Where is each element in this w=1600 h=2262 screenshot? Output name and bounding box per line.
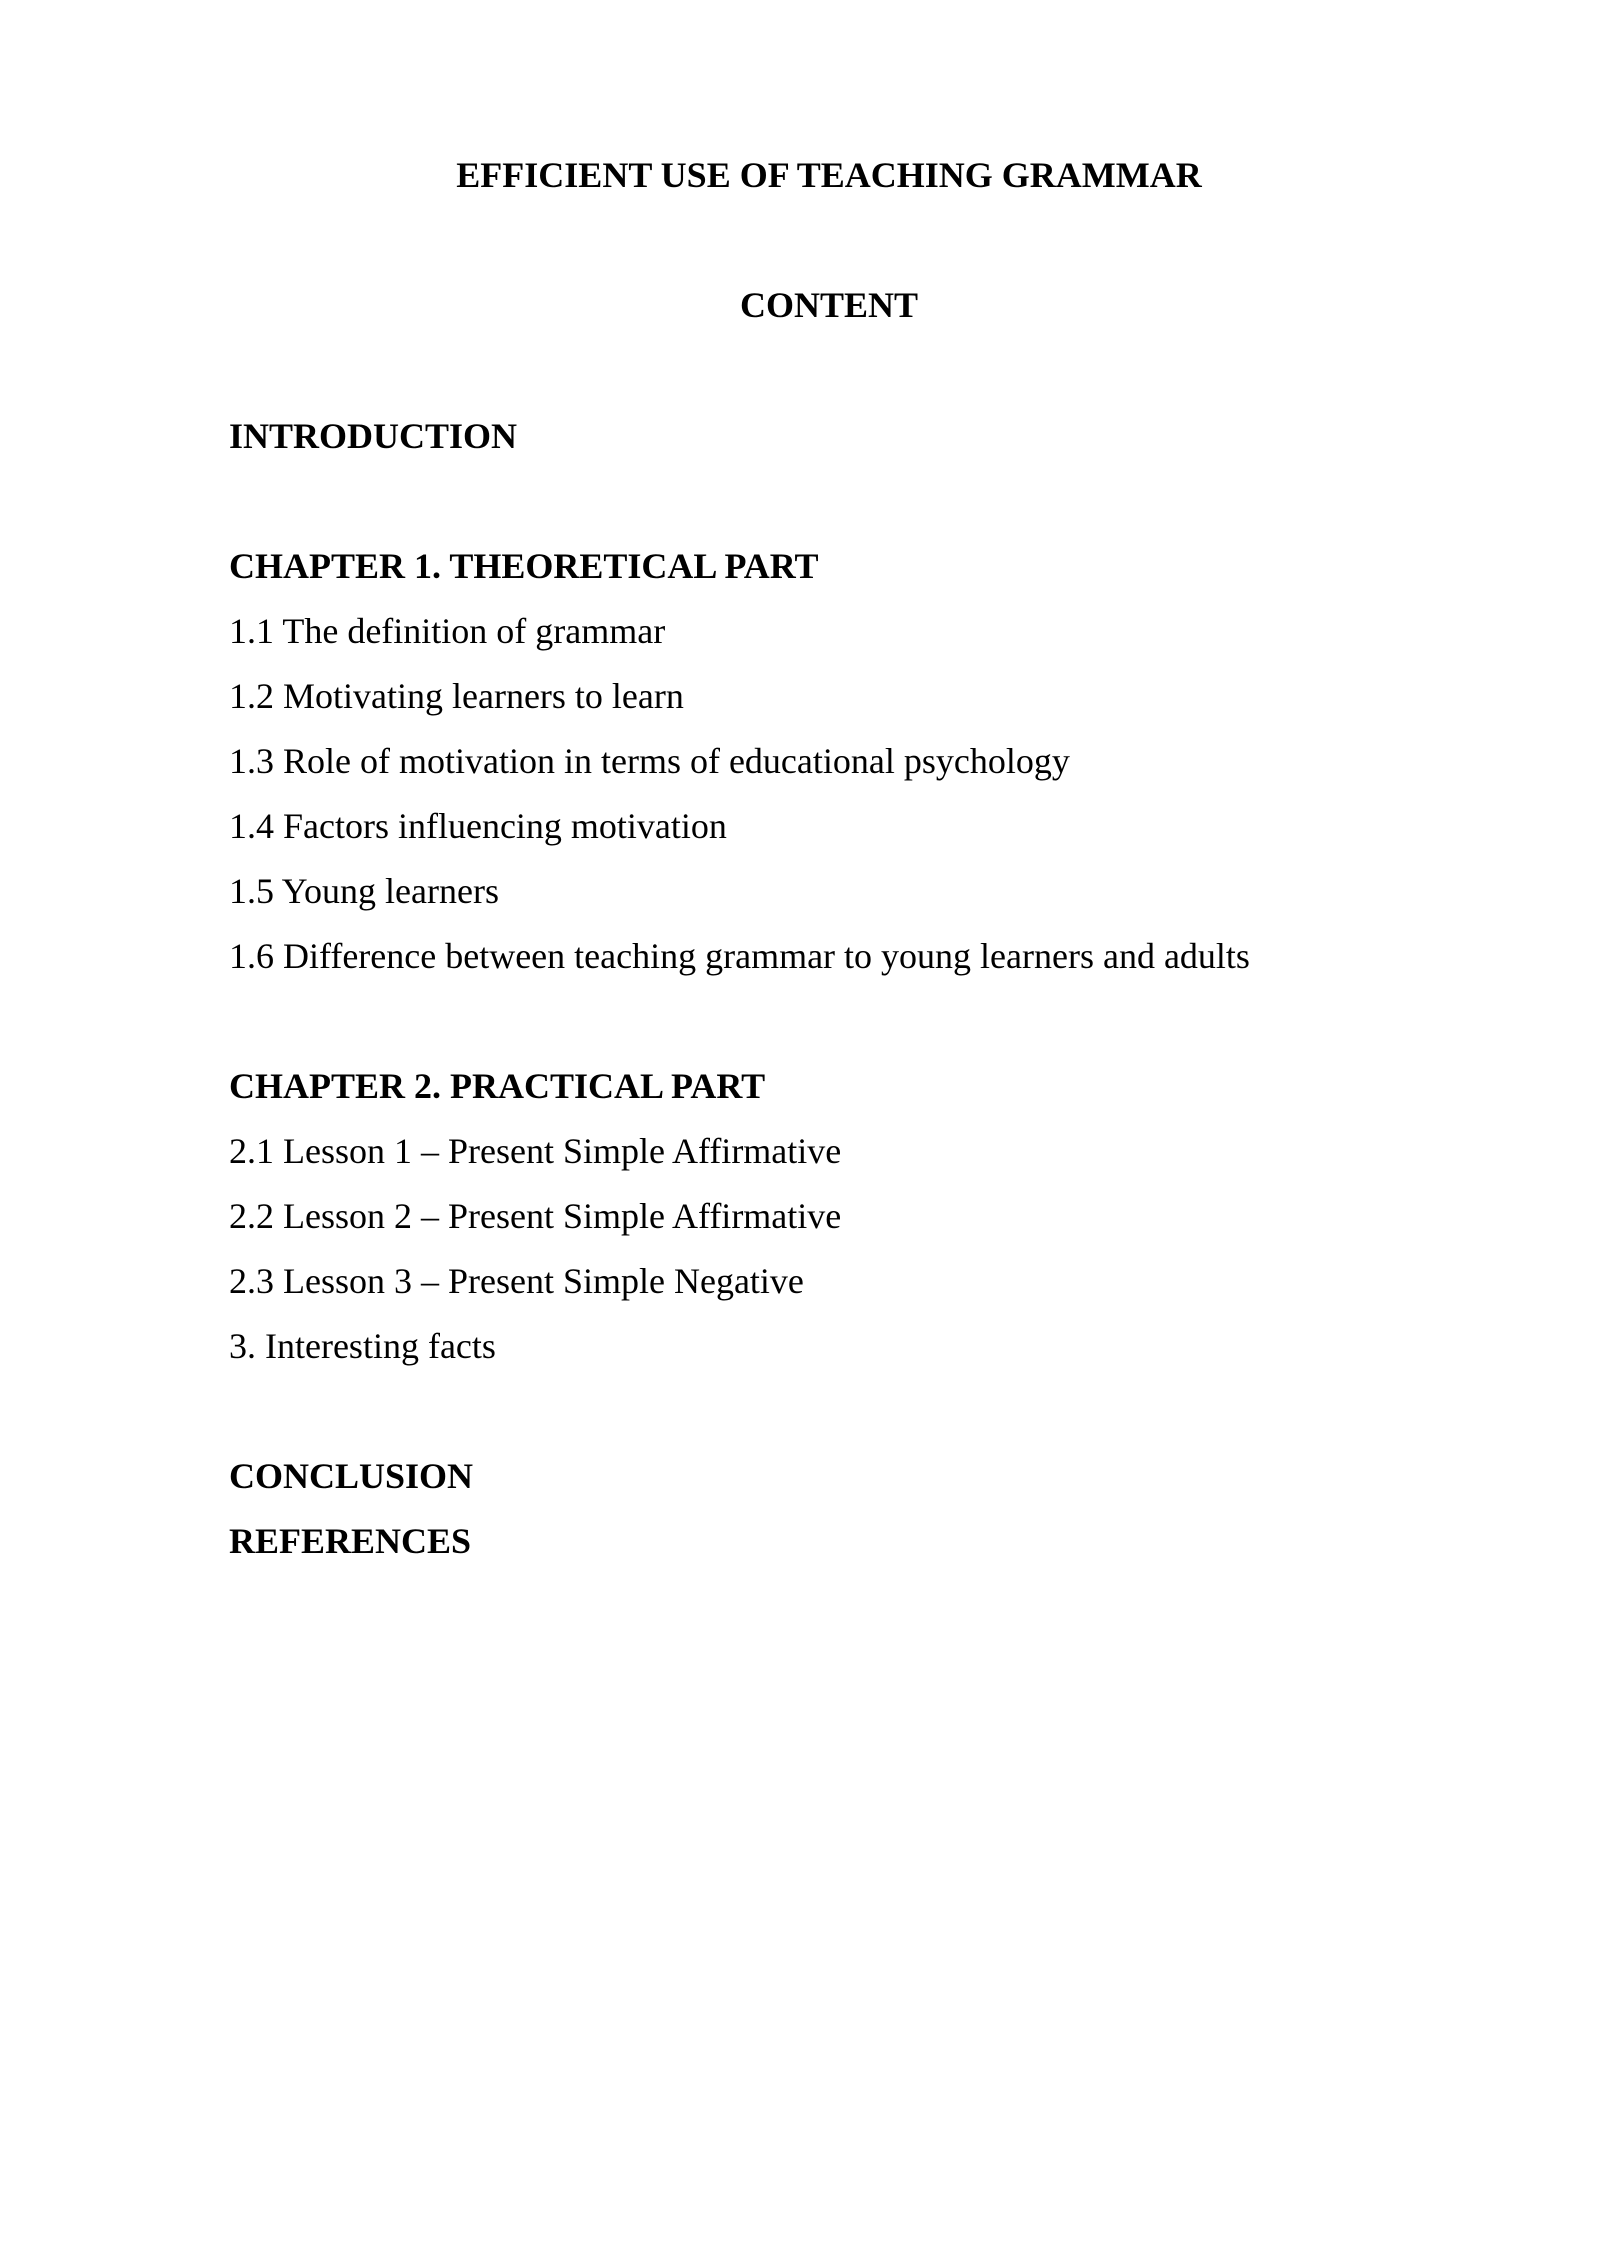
toc-item: 1.5 Young learners: [229, 871, 499, 911]
toc-item: 2.2 Lesson 2 – Present Simple Affirmative: [229, 1196, 842, 1236]
toc-item: 1.6 Difference between teaching grammar to young learners and adults: [229, 936, 1250, 976]
toc-item: 1.1 The definition of grammar: [229, 611, 666, 651]
toc-item: 3. Interesting facts: [229, 1326, 496, 1366]
toc-chapter-1-heading: CHAPTER 1. THEORETICAL PART: [229, 546, 819, 586]
toc-item: 1.2 Motivating learners to learn: [229, 676, 684, 716]
toc-chapter-2-heading: CHAPTER 2. PRACTICAL PART: [229, 1066, 766, 1106]
toc-introduction: INTRODUCTION: [229, 416, 518, 456]
contents-heading: CONTENT: [739, 285, 919, 325]
toc-item: 2.3 Lesson 3 – Present Simple Negative: [229, 1261, 804, 1301]
toc-references: REFERENCES: [229, 1521, 472, 1561]
toc-item: 1.3 Role of motivation in terms of educational psychology: [229, 741, 1070, 781]
document-title: EFFICIENT USE OF TEACHING GRAMMAR: [456, 155, 1202, 195]
toc-item: 1.4 Factors influencing motivation: [229, 806, 727, 846]
toc-item: 2.1 Lesson 1 – Present Simple Affirmative: [229, 1131, 842, 1171]
toc-conclusion: CONCLUSION: [229, 1456, 474, 1496]
